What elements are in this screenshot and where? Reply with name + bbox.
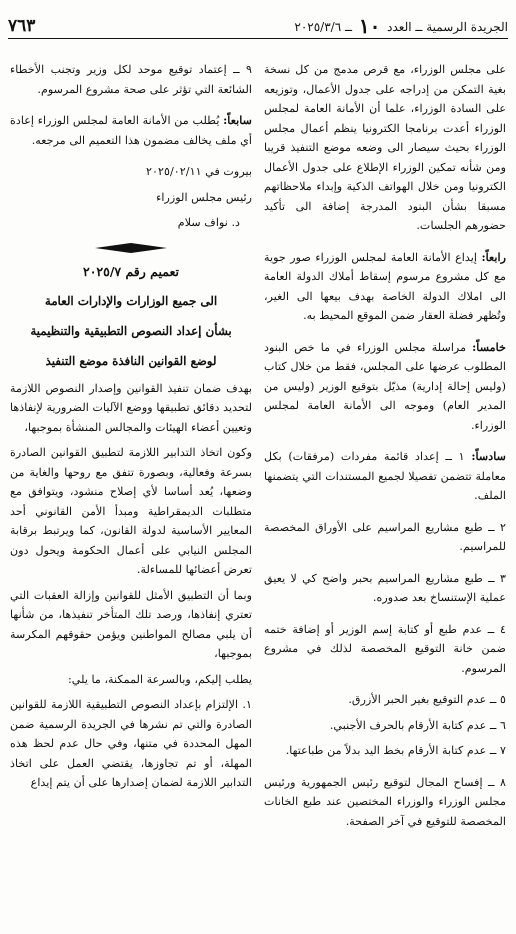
paragraph bbox=[264, 447, 506, 506]
paragraph: ١. الإلتزام بإعداد النصوص التطبيقية اللازمة للقوانين الصادرة والتي تم نشرها في الجريدة الرسمية ضمن المهل المحددة في متنها، وفي حال عدم لحظ هذه المهلة، أو تم تجاوزها، يقتضي العمل على اتخاذ التدابير اللازمة لضمان إصدارها على أن يتم إيداع bbox=[10, 698, 252, 789]
paragraph: وكون اتخاذ التدابير اللازمة لتطبيق القوانين الصادرة بسرعة وفعالية، وبصورة تتفق مع روحها والغاية من وضعها، يُعد أساسا لأي إصلاح منشود، ويتوافق مع متطلبات الديمقراطية ومبدأ الأمن القانوني أحد المعايير الأساسية لدولة القانون، كما ويرتبط برقابة المجلس النيابي على أعمال الحكومة ويحول دون تعرض أعضائها للمساءلة. bbox=[10, 446, 252, 576]
list-item: ٨ ــ إفساح المجال لتوقيع رئيس الجمهورية ورئيس مجلس الوزراء والوزراء المختصين عند طبع الخانات المخصصة للتوقيع في آخر الصفحة. bbox=[264, 775, 506, 828]
page-number: ٧٦٣ bbox=[8, 16, 36, 36]
circular-subject-line-2: لوضع القوانين النافذة موضع التنفيذ bbox=[45, 353, 217, 368]
signature-title: رئيس مجلس الوزراء bbox=[156, 190, 252, 204]
issue-number: ١٠ bbox=[358, 14, 381, 38]
clause-text: إيداع الأمانة العامة لمجلس الوزراء صور جوية مع كل مشروع مرسوم إسقاط أملاك الدولة العامة الى املاك الدولة الخاصة بهدف بيعها الى الغير، وتُظهر فضلة العقار ضمن الموقع المحيط به. bbox=[264, 250, 506, 322]
circular-subject-line-1: بشأن إعداد النصوص التطبيقية والتنظيمية bbox=[30, 323, 232, 338]
circular-recipients: الى جميع الوزارات والإدارات العامة bbox=[44, 293, 218, 308]
clause-text: مراسلة مجلس الوزراء في ما خص البنود المطلوب عرضها على المجلس، فقط من خلال كتاب (وليس إحالة إدارية) مذيّل بتوقيع الوزير (وليس من المدير العام) وموجه الى الأمانة العامة لمجلس الوزراء. bbox=[264, 340, 506, 432]
list-item: ٣ ــ طبع مشاريع المراسيم بحبر واضح كي لا يعيق عملية الإستنساخ بعد صدوره. bbox=[264, 571, 506, 604]
paragraph: وبما أن التطبيق الأمثل للقوانين وإزالة العقبات التي تعتري إنفاذها، ورصد تلك المتأخر تنفيذها، من شأنها أن يلبي مصالح المواطنين ويؤمن حقوقهم المكرسة بموجبها، bbox=[10, 588, 252, 660]
paragraph: على مجلس الوزراء، مع قرص مدمج من كل نسخة بغية التمكن من إدراجه على جدول الأعمال، وتوزيعه على السادة الوزراء، علما أن الأمانة العامة لمجلس الوزراء أعدت برنامجا الكترونيا ينظم أعمال مجلس الوزراء بحيث سيصار الى وضعه موضع التنفيذ قريبا ومن شأنه تمكين الوزراء الإطلاع على جدول الأعمال الكترونيا ومن خلال الهواتف الذكية وإبداء ملاحظاتهم مسبقا بشأن البنود المدرجة إضافة الى تأكيد حضورهم الجلسات. bbox=[264, 63, 506, 232]
list-item: ٢ ــ طبع مشاريع المراسيم على الأوراق المخصصة للمراسيم. bbox=[264, 520, 506, 553]
clause-text: ١ ــ إعداد قائمة مفردات (مرفقات) بكل معاملة تتضمن تفصيلا لجميع المستندات التي يتضمنها الملف. bbox=[264, 450, 506, 502]
circular-title: تعميم رقم ٢٠٢٥/٧ bbox=[82, 263, 179, 279]
clause-label: سابعاً: bbox=[223, 113, 252, 127]
signature-date: بيروت في ٢٠٢٥/٠٢/١١ bbox=[145, 165, 252, 178]
paragraph: يطلب إليكم، وبالسرعة الممكنة، ما يلي: bbox=[68, 672, 252, 686]
list-item: ٧ ــ عدم كتابة الأرقام بخط اليد بدلاً من طباعتها. bbox=[285, 744, 506, 757]
issue-date: ــ ٢٠٢٥/٣/٦ bbox=[294, 20, 353, 34]
running-head bbox=[294, 12, 508, 36]
signature-name: د. نواف سلام bbox=[177, 216, 240, 229]
list-item: ٩ ــ إعتماد توقيع موحد لكل وزير وتجنب الأخطاء الشائعة التي تؤثر على صحة مشروع المرسوم. bbox=[10, 63, 252, 96]
paragraph bbox=[10, 111, 252, 150]
right-column bbox=[264, 60, 506, 837]
list-item: ٥ ــ عدم التوقيع بغير الحبر الأزرق. bbox=[348, 693, 506, 706]
clause-label: خامساً: bbox=[472, 339, 506, 354]
list-item: ٦ ــ عدم كتابة الأرقام بالحرف الأجنبي. bbox=[329, 718, 506, 732]
gazette-name: الجريدة الرسمية ــ العدد bbox=[387, 20, 508, 34]
divider-ornament bbox=[10, 243, 252, 253]
divider-ornament-shape bbox=[95, 243, 167, 253]
clause-text: يُطلب من الأمانة العامة لمجلس الوزراء إعادة أي ملف يخالف مضمون هذا التعميم الى مرجعه. bbox=[10, 114, 252, 147]
paragraph: بهدف ضمان تنفيذ القوانين وإصدار النصوص اللازمة لتحديد دقائق تطبيقها ووضع الآليات الضرورية لإنفاذها وتعيين أعضاء الهيئات والمجالس المنشأة بموجبها، bbox=[10, 381, 252, 434]
left-column bbox=[10, 60, 252, 799]
paragraph bbox=[264, 248, 506, 326]
clause-label: سادساً: bbox=[471, 449, 507, 463]
clause-label: رابعاً: bbox=[481, 249, 506, 264]
list-item: ٤ ــ عدم طبع أو كتابة إسم الوزير أو إضافة ختمه ضمن خانة التوقيع المخصصة لذلك في مشروع المرسوم. bbox=[264, 622, 506, 675]
paragraph bbox=[264, 338, 506, 436]
page-header bbox=[8, 10, 508, 39]
